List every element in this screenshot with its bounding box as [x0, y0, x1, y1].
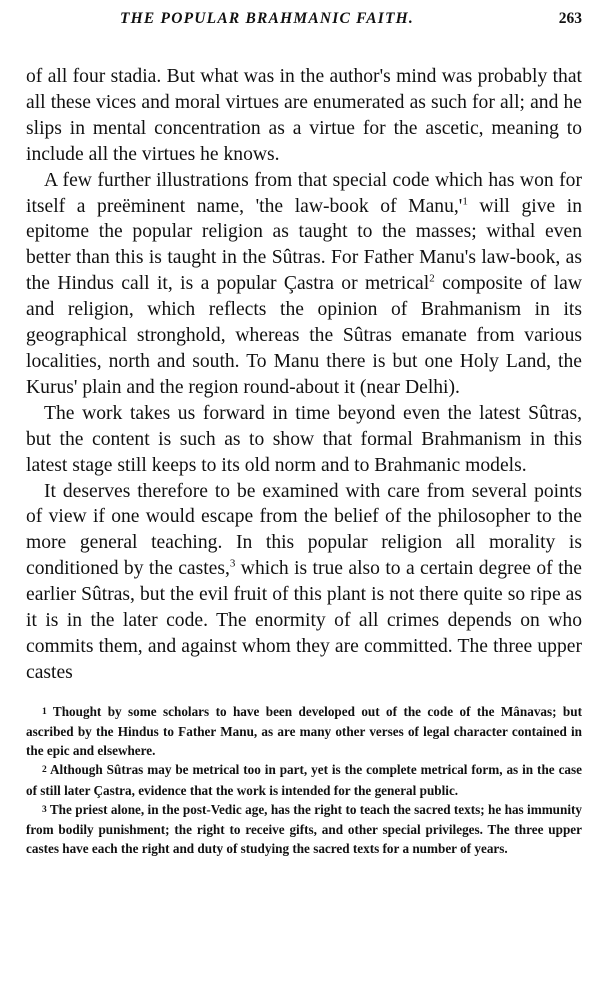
paragraph-2-text-a: A few further illustrations from that special code which has won for itself a preëminent name, 'the law-book of Manu,'	[26, 169, 582, 217]
footnote-3-mark: 3	[42, 804, 47, 815]
page-number: 263	[558, 10, 582, 27]
paragraph-2-text-c: composite of law and religion, which reflects the opinion of Brahmanism in its geographical stronghold, whereas the Sûtras emanate from various localities, north and south. To Manu there is but one Holy Land, the Kurus' plain and the region round-about it (near Delhi).	[26, 273, 582, 398]
paragraph-4	[26, 479, 582, 686]
footnote-2-mark: 2	[42, 765, 47, 776]
paragraph-4-text-a: It deserves therefore to be examined with care from several points of view if one would escape from the belief of the philosopher to the more general teaching. In this popular religion all morality is conditioned by the castes,	[26, 480, 582, 580]
footnote-3-text: The priest alone, in the post-Vedic age, has the right to teach the sacred texts; he has immunity from bodily punishment; the right to receive gifts, and other special privileges. The three upper castes have each the right and duty of studying the sacred texts for a number of years.	[26, 801, 582, 857]
footnote-1-mark: 1	[42, 706, 47, 717]
paragraph-3	[26, 401, 582, 479]
footnote-1-text: Thought by some scholars to have been developed out of the code of the Mânavas; but ascribed by the Hindus to Father Manu, as are many other verses of legal character contained in the epic and elsewhere.	[26, 703, 582, 759]
book-page	[26, 10, 582, 858]
footnote-2	[26, 760, 582, 799]
footnotes	[26, 702, 582, 859]
footnote-3	[26, 800, 582, 859]
footnote-ref-3[interactable]: 3	[229, 557, 236, 570]
paragraph-2	[26, 168, 582, 401]
footnote-ref-1[interactable]: 1	[462, 195, 468, 207]
footnote-1	[26, 702, 582, 761]
paragraph-1-text: of all four stadia. But what was in the author's mind was probably that all these vices and moral virtues are enumerated as such for all; and he slips in mental concentration as a virtue for the ascetic, meaning to include all the virtues he knows.	[26, 66, 582, 165]
footnote-ref-2[interactable]: 2	[429, 272, 435, 285]
page-header	[26, 10, 582, 40]
paragraph-4-text-b: which is true also to a certain degree of the earlier Sûtras, but the evil fruit of this plant is not there quite so ripe as it is in the later code. The enormity of all crimes depends on who commits them, and against whom they are committed. The three upper castes	[26, 558, 583, 683]
paragraph-1	[26, 64, 582, 168]
footnote-2-text: Although Sûtras may be metrical too in part, yet is the complete metrical form, as in the case of still later Çastra, evidence that the work is intended for the general public.	[26, 762, 582, 798]
body-text	[26, 64, 582, 686]
paragraph-3-text: The work takes us forward in time beyond even the latest Sûtras, but the content is such as to show that formal Brahmanism in this latest stage still keeps to its old norm and to Brahmanic models.	[26, 402, 582, 476]
running-title: THE POPULAR BRAHMANIC FAITH.	[120, 10, 414, 27]
paragraph-2-text-b: will give in epitome the popular religion as taught to the masses; withal even better than this is taught in the Sûtras. For Father Manu's law-book, as the Hindus call it, is a popular Çastra or metrical	[26, 195, 582, 295]
